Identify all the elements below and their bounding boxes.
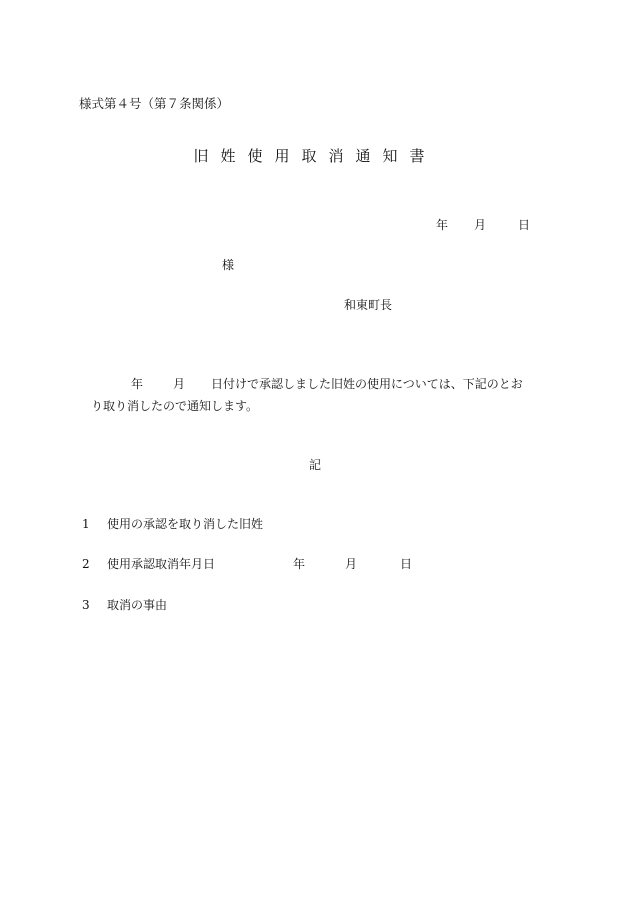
body-line-2: り取り消したので通知します。 <box>91 399 259 413</box>
item-text: 使用承認取消年月日 <box>107 557 216 571</box>
cancel-date-year: 年 <box>293 557 306 571</box>
list-item <box>82 517 382 531</box>
item-text: 使用の承認を取り消した旧姓 <box>107 517 264 531</box>
item-number: 1 <box>82 517 90 531</box>
header-date-day: 日 <box>518 218 531 232</box>
ki-heading: 記 <box>309 458 322 472</box>
header-date-year: 年 <box>436 218 449 232</box>
form-number: 様式第４号（第７条関係） <box>79 96 230 111</box>
list-item <box>82 598 382 612</box>
recipient-suffix: 様 <box>222 258 235 272</box>
body-line-1 <box>131 377 523 391</box>
item-text: 取消の事由 <box>107 598 168 612</box>
header-date <box>436 218 530 232</box>
header-date-month: 月 <box>474 218 487 232</box>
cancel-date <box>293 557 412 571</box>
cancel-date-month: 月 <box>345 557 358 571</box>
body-rest-line-1: 日付けで承認しました旧姓の使用については、下記のとお <box>211 377 523 391</box>
item-number: 3 <box>82 598 90 612</box>
list-item <box>82 557 442 571</box>
issuer-name: 和東町長 <box>344 298 393 312</box>
body-month: 月 <box>173 377 186 391</box>
body-year: 年 <box>131 377 144 391</box>
item-number: 2 <box>82 557 90 571</box>
cancel-date-day: 日 <box>400 557 413 571</box>
document-title: 旧姓使用取消通知書 <box>193 147 437 165</box>
